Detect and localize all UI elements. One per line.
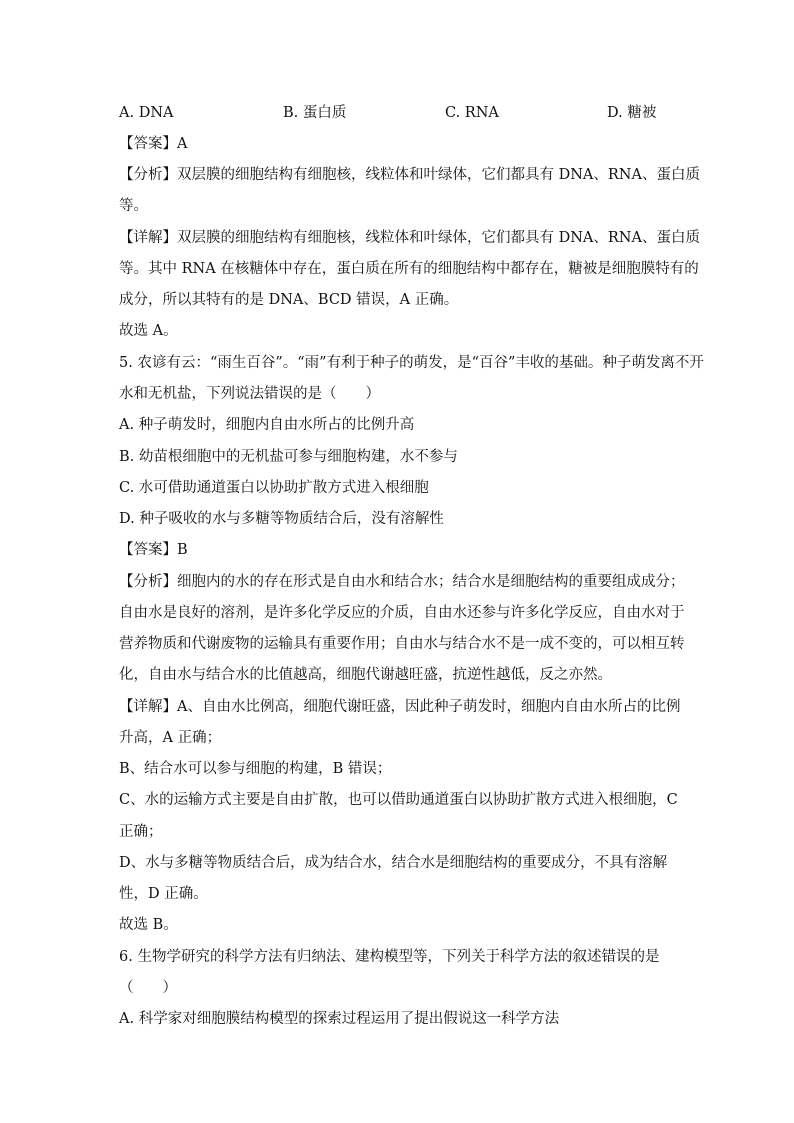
text-line: 正确； xyxy=(119,824,163,840)
text-line: 升高，A 正确； xyxy=(119,730,222,746)
text-line: 【答案】B xyxy=(119,542,188,558)
text-line: 【答案】A xyxy=(119,136,188,152)
text-line: 【详解】A、自由水比例高，细胞代谢旺盛，因此种子萌发时，细胞内自由水所占的比例 xyxy=(119,699,681,715)
text-line: 【分析】双层膜的细胞结构有细胞核，线粒体和叶绿体，它们都具有 DNA、RNA、蛋白质 xyxy=(119,167,700,183)
text-line: C、水的运输方式主要是自由扩散，也可以借助通道蛋白以协助扩散方式进入根细胞，C xyxy=(119,792,678,808)
text-line: 化，自由水与结合水的比值越高，细胞代谢越旺盛，抗逆性越低，反之亦然。 xyxy=(119,667,612,683)
text-line: 等。 xyxy=(119,198,148,214)
text-line: 水和无机盐，下列说法错误的是（ ） xyxy=(119,386,380,402)
text-line: （ ） xyxy=(119,980,177,996)
option-a: A. 种子萌发时，细胞内自由水所占的比例升高 xyxy=(119,417,415,433)
text-line: 成分，所以其特有的是 DNA、BCD 错误，A 正确。 xyxy=(119,292,459,308)
option-d: D. 种子吸收的水与多糖等物质结合后，没有溶解性 xyxy=(119,511,444,527)
option-b: B. 幼苗根细胞中的无机盐可参与细胞构建，水不参与 xyxy=(119,449,458,465)
text-line: 故选 B。 xyxy=(119,917,178,933)
text-line: D、水与多糖等物质结合后，成为结合水，结合水是细胞结构的重要成分，不具有溶解 xyxy=(119,855,668,871)
option-c: C. 水可借助通道蛋白以协助扩散方式进入根细胞 xyxy=(119,480,429,496)
option-a: A. 科学家对细胞膜结构模型的探索过程运用了提出假说这一科学方法 xyxy=(119,1011,560,1027)
text-line: 【详解】双层膜的细胞结构有细胞核，线粒体和叶绿体，它们都具有 DNA、RNA、蛋白质 xyxy=(119,230,700,246)
text-line: 性，D 正确。 xyxy=(119,886,208,902)
question-5: 5. 农谚有云：“雨生百谷”。“雨”有利于种子的萌发，是“百谷”丰收的基础。种子萌发离不开 xyxy=(119,355,704,371)
text-line: B、结合水可以参与细胞的构建，B 错误； xyxy=(119,761,392,777)
text-line: 【分析】细胞内的水的存在形式是自由水和结合水；结合水是细胞结构的重要组成成分； xyxy=(119,574,685,590)
option-b: B. 蛋白质 xyxy=(283,105,347,121)
text-line: 故选 A。 xyxy=(119,323,178,339)
question-6: 6. 生物学研究的科学方法有归纳法、建构模型等，下列关于科学方法的叙述错误的是 xyxy=(119,949,660,965)
option-c: C. RNA xyxy=(445,105,499,121)
text-line: 等。其中 RNA 在核糖体中存在，蛋白质在所有的细胞结构中都存在，糖被是细胞膜特有的 xyxy=(119,261,699,277)
text-line: 自由水是良好的溶剂，是许多化学反应的介质，自由水还参与许多化学反应，自由水对于 xyxy=(119,605,685,621)
text-line: 营养物质和代谢废物的运输具有重要作用；自由水与结合水不是一成不变的，可以相互转 xyxy=(119,636,685,652)
option-a: A. DNA xyxy=(119,105,174,121)
option-d: D. 糖被 xyxy=(607,105,657,121)
